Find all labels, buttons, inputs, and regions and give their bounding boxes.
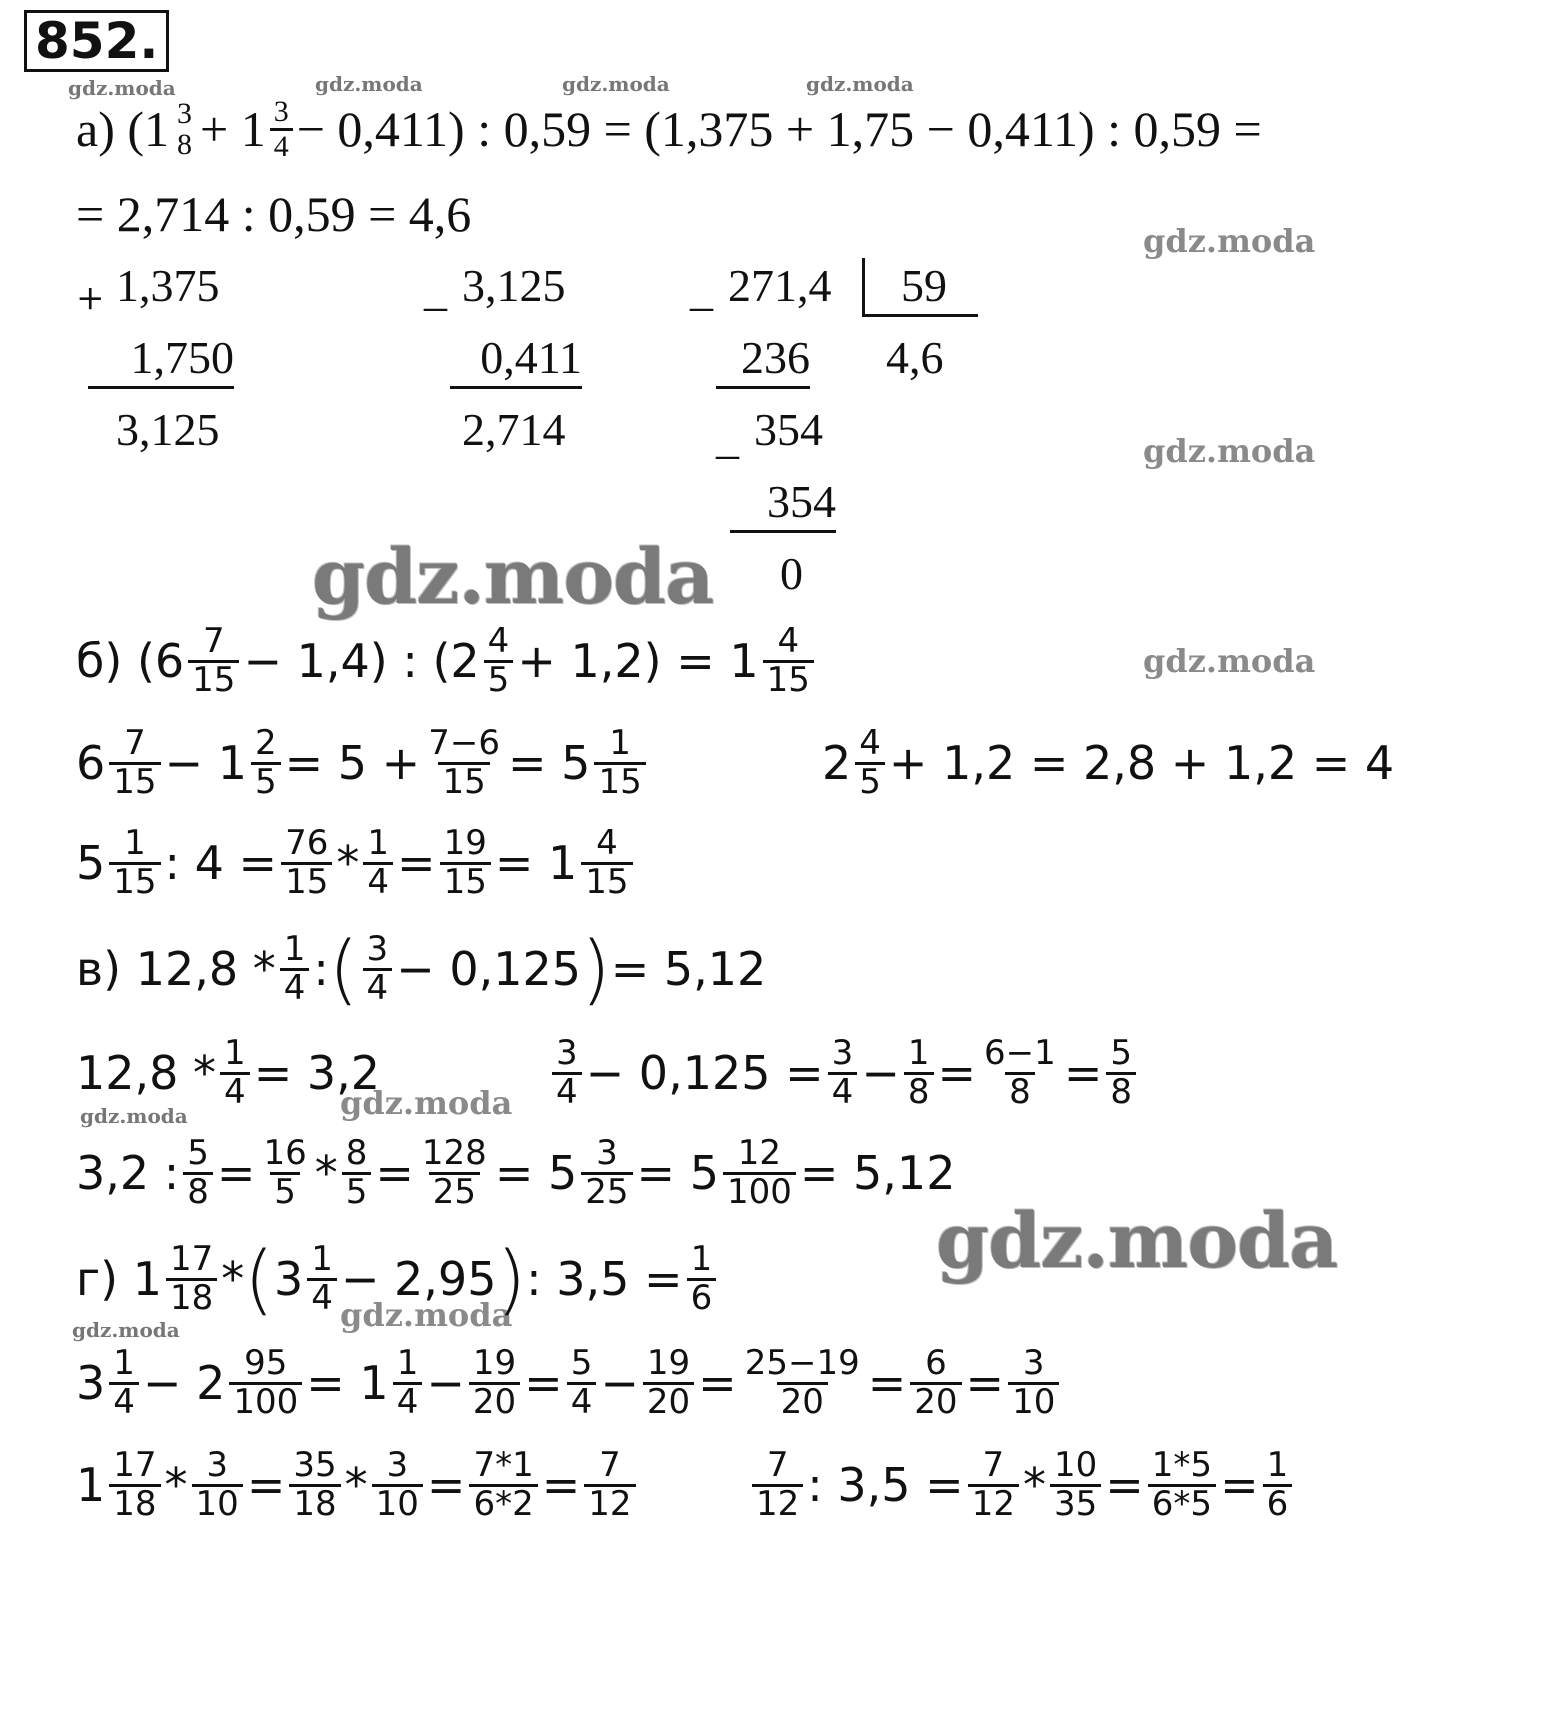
expr-text: − 0,125 = [585, 1046, 824, 1101]
expr-text: = [375, 1146, 414, 1201]
expr-text: * [336, 836, 360, 891]
fraction: $\frac{1}{4}$ [363, 826, 393, 900]
expr-text: = [965, 1356, 1005, 1411]
fraction: $\frac{7*1}{6*2}$ [469, 1448, 537, 1522]
part-a-line-2: = 2,714 : 0,59 = 4,6 [76, 186, 472, 242]
part-g-line-3 [76, 1445, 640, 1524]
expr-text: + 1,2 = 2,8 + 1,2 = 4 [888, 736, 1395, 791]
expr-text: : 3,5 = [526, 1252, 683, 1307]
div-step: 354 [730, 474, 836, 533]
expr-text: * [344, 1458, 368, 1513]
sub-top: 3,125 [462, 260, 566, 311]
expr-text: 1 [76, 1458, 106, 1513]
div-step: 354 [754, 404, 823, 455]
watermark: gdz.moda [68, 76, 176, 100]
fraction: $\frac{1*5}{6*5}$ [1148, 1448, 1216, 1522]
minus-sign: _ [424, 264, 447, 315]
expr-text: = [426, 1458, 466, 1513]
expr-text: = 5 [494, 1146, 578, 1201]
expr-text: = [937, 1046, 977, 1101]
fraction: $\frac{3}{4}$ [270, 96, 293, 162]
expr-text: = [698, 1356, 737, 1411]
fraction: $\frac{7}{15}$ [109, 726, 160, 800]
fraction: $\frac{76}{15}$ [281, 826, 332, 900]
fraction: $\frac{19}{15}$ [440, 826, 491, 900]
watermark: gdz.moda [80, 1104, 188, 1128]
div-divisor: 59 [862, 258, 978, 317]
watermark: gdz.moda [1143, 222, 1316, 260]
expr-text: = 5 [636, 1146, 719, 1201]
expr-text: = [541, 1458, 581, 1513]
watermark: gdz.moda [806, 72, 914, 96]
expr-text: = [1105, 1458, 1144, 1513]
minus-sign: _ [716, 412, 739, 463]
expr-text: − 1 [164, 736, 247, 791]
watermark: gdz.moda [1143, 642, 1316, 680]
watermark: gdz.moda [562, 72, 670, 96]
part-g-line-2 [76, 1343, 1063, 1422]
expr-text: = 1 [494, 836, 578, 891]
fraction: $\frac{4}{15}$ [763, 624, 814, 698]
sub-result: 2,714 [462, 404, 566, 455]
expr-text: − [861, 1046, 900, 1101]
minus-sign: _ [690, 264, 713, 315]
fraction: $\frac{5}{4}$ [567, 1346, 597, 1420]
fraction: $\frac{1}{15}$ [109, 826, 160, 900]
fraction: $\frac{19}{20}$ [643, 1346, 694, 1420]
fraction: $\frac{4}{15}$ [581, 826, 632, 900]
expr-text: − [600, 1356, 639, 1411]
part-v-line-2 [76, 1033, 381, 1112]
div-dividend: 271,4 [728, 260, 832, 311]
part-label: в) [76, 942, 122, 997]
fraction: $\frac{5}{8}$ [183, 1136, 213, 1210]
fraction: $\frac{19}{20}$ [469, 1346, 520, 1420]
div-quotient: 4,6 [886, 332, 944, 383]
fraction: $\frac{25-19}{20}$ [744, 1343, 860, 1422]
fraction: $\frac{1}{4}$ [307, 1242, 337, 1316]
fraction: $\frac{35}{18}$ [289, 1448, 340, 1522]
watermark: gdz.moda [312, 532, 714, 621]
fraction: 3 8 [177, 96, 192, 161]
fraction: $\frac{4}{5}$ [484, 624, 514, 698]
fraction: $\frac{5}{8}$ [1106, 1036, 1136, 1110]
part-v-line-1 [76, 924, 767, 1014]
part-label: а) [76, 101, 115, 157]
fraction: $\frac{17}{18}$ [166, 1242, 217, 1316]
fraction: $\frac{7-6}{15}$ [428, 723, 500, 802]
expr-text: : 4 = [164, 836, 278, 891]
expr-text: = [216, 1146, 256, 1201]
expr-text: − 2 [142, 1356, 226, 1411]
paren: ( [244, 1234, 274, 1324]
fraction: $\frac{7}{12}$ [968, 1448, 1019, 1522]
expr-text: − 2,95 [340, 1252, 497, 1307]
expr-text: − 0,411) : 0,59 = (1,375 + 1,75 − 0,411) : 0,59 = [296, 101, 1262, 157]
fraction: $\frac{3}{25}$ [581, 1136, 632, 1210]
fraction: $\frac{10}{35}$ [1050, 1448, 1101, 1522]
part-b-line-2 [76, 723, 650, 802]
expr-text: = 1 [306, 1356, 389, 1411]
fraction: $\frac{95}{100}$ [229, 1346, 302, 1420]
expr-text: − 1,4) : (2 [243, 634, 480, 689]
fraction: $\frac{8}{5}$ [342, 1136, 372, 1210]
fraction: $\frac{1}{6}$ [687, 1242, 717, 1316]
part-b-line-1 [76, 621, 818, 700]
add-bottom: 1,750 [88, 330, 234, 389]
div-step: 236 [716, 330, 810, 389]
fraction: $\frac{6}{20}$ [910, 1346, 961, 1420]
fraction: $\frac{12}{100}$ [723, 1136, 796, 1210]
fraction: $\frac{7}{15}$ [188, 624, 239, 698]
paren: ) [496, 1234, 527, 1324]
fraction: $\frac{1}{4}$ [109, 1346, 139, 1420]
expr-text: = 5 [508, 736, 591, 791]
expr-text: = [1220, 1458, 1259, 1513]
fraction: $\frac{1}{4}$ [280, 932, 310, 1006]
expr-text: (6 [136, 634, 185, 689]
part-label: б) [76, 634, 123, 689]
expr-text: − 0,125 [396, 942, 582, 997]
expr-text: = [867, 1356, 907, 1411]
expr-text: 5 [76, 836, 106, 891]
part-g-line-1 [76, 1234, 720, 1324]
expr-text: 3 [273, 1252, 304, 1307]
div-remainder: 0 [780, 548, 803, 599]
sub-bottom: 0,411 [450, 330, 582, 389]
fraction: $\frac{7}{12}$ [584, 1448, 635, 1522]
problem-number: 852. [24, 10, 169, 72]
expr-text: = 3,2 [253, 1046, 381, 1101]
fraction: $\frac{4}{5}$ [855, 726, 885, 800]
part-b-line-3 [76, 823, 637, 902]
fraction: $\frac{3}{4}$ [363, 932, 393, 1006]
expr-text: 12,8 * [135, 942, 276, 997]
add-result: 3,125 [116, 404, 220, 455]
paren: ( [328, 924, 359, 1014]
expr-text: − [426, 1356, 465, 1411]
expr-text: + 1,2) = 1 [517, 634, 759, 689]
expr-text: * [221, 1252, 245, 1307]
expr-text: = 5,12 [799, 1146, 956, 1201]
expr-text: = [1063, 1046, 1103, 1101]
part-label: г) [76, 1252, 119, 1307]
fraction: $\frac{7}{12}$ [752, 1448, 803, 1522]
fraction: $\frac{1}{6}$ [1263, 1448, 1293, 1522]
fraction: $\frac{3}{10}$ [1008, 1346, 1059, 1420]
expr-text: 6 [76, 736, 106, 791]
part-g-line-3-right [748, 1445, 1296, 1524]
part-v-line-3 [76, 1133, 956, 1212]
fraction: $\frac{1}{8}$ [904, 1036, 934, 1110]
expr-text: = [397, 836, 436, 891]
fraction: $\frac{3}{4}$ [552, 1036, 582, 1110]
part-v-line-2-right [548, 1033, 1140, 1112]
expr-text: * [314, 1146, 338, 1201]
expr-text: = [524, 1356, 563, 1411]
fraction: $\frac{3}{4}$ [828, 1036, 858, 1110]
fraction: $\frac{6-1}{8}$ [984, 1033, 1056, 1112]
part-a-line-1 [76, 96, 1262, 162]
expr-text: 1 [132, 1252, 163, 1307]
paren: ) [581, 924, 611, 1014]
part-b-line-2-right [822, 723, 1395, 802]
fraction: $\frac{1}{15}$ [594, 726, 645, 800]
watermark: gdz.moda [936, 1196, 1338, 1285]
expr-text: 12,8 * [76, 1046, 217, 1101]
expr-text: * [164, 1458, 188, 1513]
expr-text: = [246, 1458, 286, 1513]
fraction: $\frac{2}{5}$ [251, 726, 281, 800]
expr-text: + 1 [200, 101, 266, 157]
expr-text: 2 [822, 736, 852, 791]
fraction: $\frac{3}{10}$ [372, 1448, 423, 1522]
expr-text: : 3,5 = [807, 1458, 964, 1513]
watermark: gdz.moda [340, 1084, 513, 1122]
watermark: gdz.moda [1143, 432, 1316, 470]
fraction: $\frac{128}{25}$ [421, 1133, 487, 1212]
fraction: $\frac{3}{10}$ [192, 1448, 243, 1522]
expr-text: (1 [127, 101, 169, 157]
expr-text: = 5 + [284, 736, 421, 791]
watermark: gdz.moda [72, 1318, 180, 1342]
fraction: $\frac{1}{4}$ [393, 1346, 423, 1420]
expr-text: * [1022, 1458, 1046, 1513]
fraction: $\frac{17}{18}$ [109, 1448, 160, 1522]
plus-sign: + [76, 278, 105, 318]
expr-text: 3,2 : [76, 1146, 180, 1201]
fraction: $\frac{1}{4}$ [220, 1036, 250, 1110]
watermark: gdz.moda [340, 1296, 513, 1334]
expr-text: = 5,12 [610, 942, 767, 997]
expr-text: 3 [76, 1356, 106, 1411]
add-top: 1,375 [116, 260, 220, 311]
watermark: gdz.moda [315, 72, 423, 96]
expr-text: : [313, 942, 329, 997]
fraction: $\frac{16}{5}$ [263, 1133, 307, 1212]
